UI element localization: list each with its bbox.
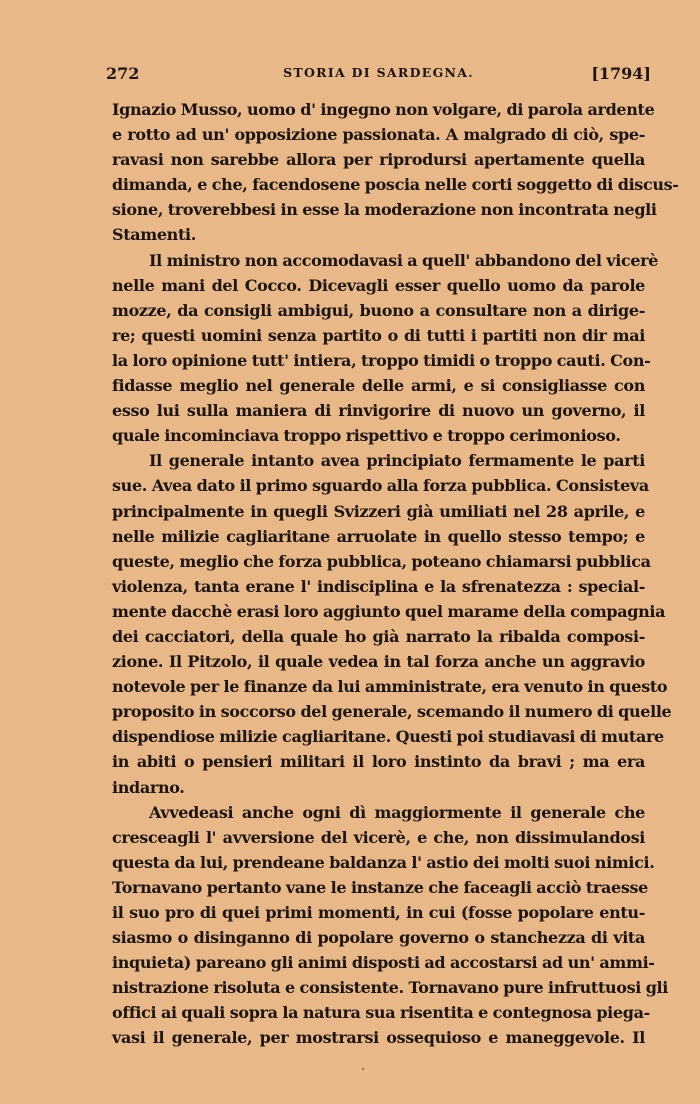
page-speck <box>362 1068 364 1070</box>
text-line: in abiti o pensieri militari il loro instinto da bravi ; ma era <box>112 752 645 772</box>
running-head <box>106 64 651 86</box>
text-line: Tornavano pertanto vane le instanze che faceagli acciò traesse <box>112 877 648 897</box>
paragraph <box>112 97 679 248</box>
body-text <box>112 97 679 1051</box>
text-line: ravasi non sarebbe allora per riprodursi apertamente quella <box>112 150 645 170</box>
year-marker: [1794] <box>591 64 651 83</box>
page-number: 272 <box>106 64 140 83</box>
text-line: nelle milizie cagliaritane arruolate in quello stesso tempo; e <box>112 526 645 546</box>
text-line: principalmente in quegli Svizzeri già umiliati nel 28 aprile, e <box>112 501 645 521</box>
text-line: fidasse meglio nel generale delle armi, e si consigliasse con <box>112 376 645 396</box>
text-line: Stamenti. <box>112 225 196 245</box>
text-line: mozze, da consigli ambigui, buono a consultare non a dirige- <box>112 300 645 320</box>
text-line: Avvedeasi anche ogni dì maggiormente il generale che <box>149 802 645 822</box>
text-line: dimanda, e che, facendosene poscia nelle corti soggetto di discus- <box>112 175 679 195</box>
book-page <box>106 64 679 1051</box>
text-line: vasi il generale, per mostrarsi ossequioso e maneggevole. Il <box>112 1028 645 1048</box>
text-line: indarno. <box>112 777 185 797</box>
running-title: STORIA DI SARDEGNA. <box>283 65 474 80</box>
text-line: notevole per le finanze da lui amministrate, era venuto in questo <box>112 677 668 697</box>
text-line: queste, meglio che forza pubblica, poteano chiamarsi pubblica <box>112 551 651 571</box>
text-line: zione. Il Pitzolo, il quale vedea in tal forza anche un aggravio <box>112 652 645 672</box>
text-line: dispendiose milizie cagliaritane. Questi poi studiavasi di mutare <box>112 727 664 747</box>
text-line: nistrazione risoluta e consistente. Tornavano pure infruttuosi gli <box>112 978 669 998</box>
text-line: quale incominciava troppo rispettivo e troppo cerimonioso. <box>112 426 621 446</box>
text-line: sue. Avea dato il primo sguardo alla forza pubblica. Consisteva <box>112 476 649 496</box>
text-line: Il generale intanto avea principiato fermamente le parti <box>149 451 645 471</box>
text-line: e rotto ad un' opposizione passionata. A malgrado di ciò, spe- <box>112 125 645 145</box>
text-line: Ignazio Musso, uomo d' ingegno non volgare, di parola ardente <box>112 100 655 119</box>
text-line: questa da lui, prendeane baldanza l' astio dei molti suoi nimici. <box>112 852 655 872</box>
text-line: offici ai quali sopra la natura sua risentita e contegnosa piega- <box>112 1003 650 1023</box>
text-line: mente dacchè erasi loro aggiunto quel marame della compagnia <box>112 601 666 621</box>
text-line: siasmo o disinganno di popolare governo o stanchezza di vita <box>112 928 645 948</box>
text-line: Il ministro non accomodavasi a quell' abbandono del vicerè <box>149 250 659 270</box>
text-line: sione, troverebbesi in esse la moderazione non incontrata negli <box>112 200 657 220</box>
text-line: la loro opinione tutt' intiera, troppo timidi o troppo cauti. Con- <box>112 350 651 370</box>
paragraph <box>112 248 659 449</box>
text-line: il suo pro di quei primi momenti, in cui (fosse popolare entu- <box>112 903 645 922</box>
text-line: re; questi uomini senza partito o di tutti i partiti non dir mai <box>112 325 645 345</box>
text-line: dei cacciatori, della quale ho già narrato la ribalda composi- <box>112 626 645 646</box>
paragraph <box>112 800 669 1051</box>
text-line: cresceagli l' avversione del vicerè, e che, non dissimulandosi <box>112 827 645 847</box>
text-line: esso lui sulla maniera di rinvigorire di nuovo un governo, il <box>112 401 645 421</box>
paragraph <box>112 448 672 799</box>
text-line: inquieta) pareano gli animi disposti ad accostarsi ad un' ammi- <box>112 953 655 973</box>
text-line: violenza, tanta erane l' indisciplina e la sfrenatezza : special- <box>112 576 645 596</box>
text-line: nelle mani del Cocco. Dicevagli esser quello uomo da parole <box>112 275 645 295</box>
text-line: proposito in soccorso del generale, scemando il numero di quelle <box>112 702 672 722</box>
